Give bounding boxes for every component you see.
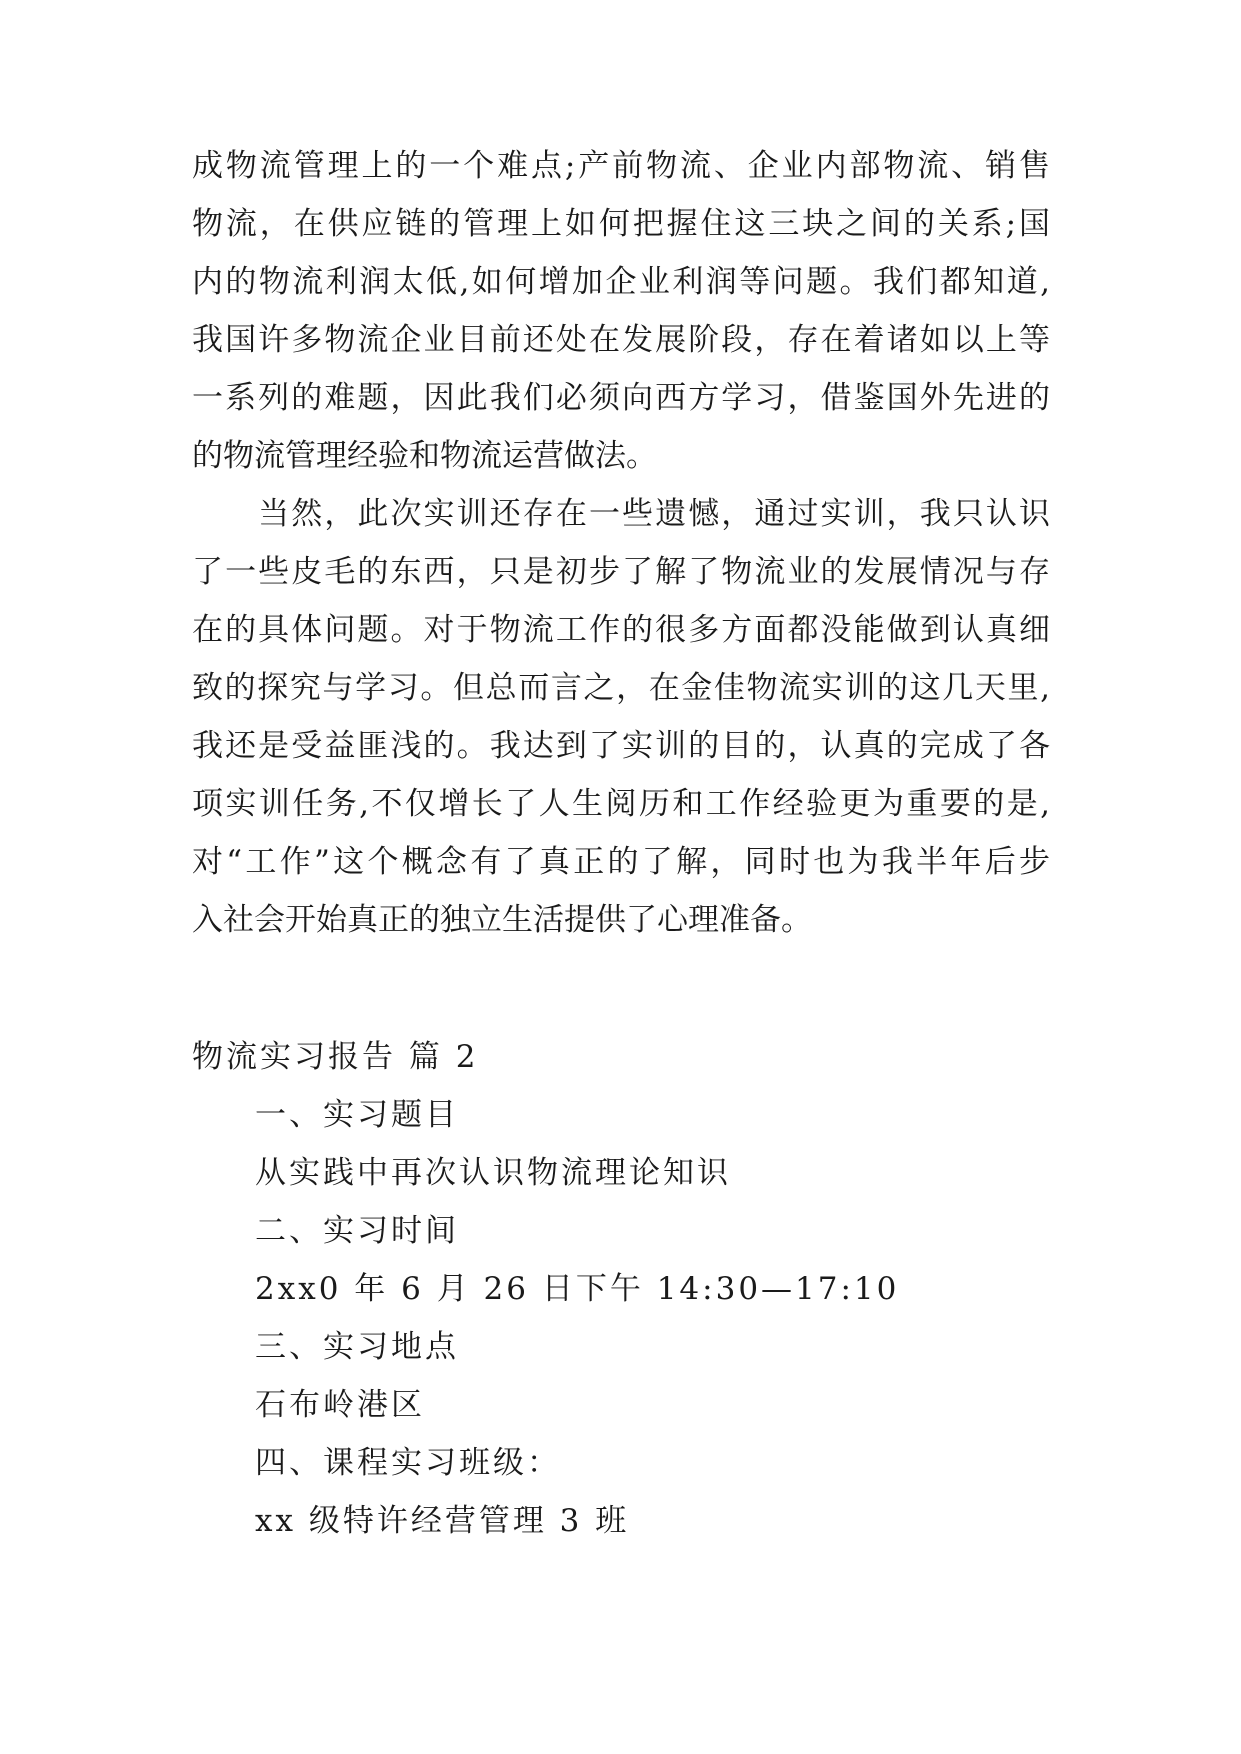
paragraph-line: 在的具体问题。对于物流工作的很多方面都没能做到认真细 [192,612,1050,648]
list-item: 一、实习题目 [255,1097,459,1133]
list-item: 二、实习时间 [255,1213,459,1249]
list-item: 四、课程实习班级： [255,1445,561,1481]
paragraph-line: 了一些皮毛的东西，只是初步了解了物流业的发展情况与存 [192,554,1050,590]
paragraph-1 [192,137,1050,485]
paragraph-line: 对“工作”这个概念有了真正的了解，同时也为我半年后步 [192,844,1050,880]
list-item: 石布岭港区 [255,1387,425,1423]
paragraph-line: 内的物流利润太低,如何增加企业利润等问题。我们都知道, [192,264,1050,300]
list-item: 2xx0 年 6 月 26 日下午 14:30—17:10 [255,1271,900,1307]
list-item: 从实践中再次认识物流理论知识 [255,1155,731,1191]
paragraph-line: 致的探究与学习。但总而言之，在金佳物流实训的这几天里, [192,670,1050,706]
paragraph-line: 成物流管理上的一个难点;产前物流、企业内部物流、销售 [192,148,1050,184]
list-item: xx 级特许经营管理 3 班 [255,1503,630,1539]
paragraph-line: 当然，此次实训还存在一些遗憾，通过实训，我只认识 [192,496,1050,532]
paragraph-2 [192,485,1050,949]
paragraph-line: 一系列的难题，因此我们必须向西方学习，借鉴国外先进的 [192,380,1050,416]
paragraph-line: 我国许多物流企业目前还处在发展阶段，存在着诸如以上等 [192,322,1050,358]
list-item: 三、实习地点 [255,1329,459,1365]
paragraph-line: 项实训任务,不仅增长了人生阅历和工作经验更为重要的是, [192,786,1050,822]
paragraph-line: 物流，在供应链的管理上如何把握住这三块之间的关系;国 [192,206,1050,242]
paragraph-line: 的物流管理经验和物流运营做法。 [192,438,657,474]
section-heading: 物流实习报告 篇 2 [192,1039,479,1075]
paragraph-line: 我还是受益匪浅的。我达到了实训的目的，认真的完成了各 [192,728,1050,764]
paragraph-line: 入社会开始真正的独立生活提供了心理准备。 [192,902,812,938]
